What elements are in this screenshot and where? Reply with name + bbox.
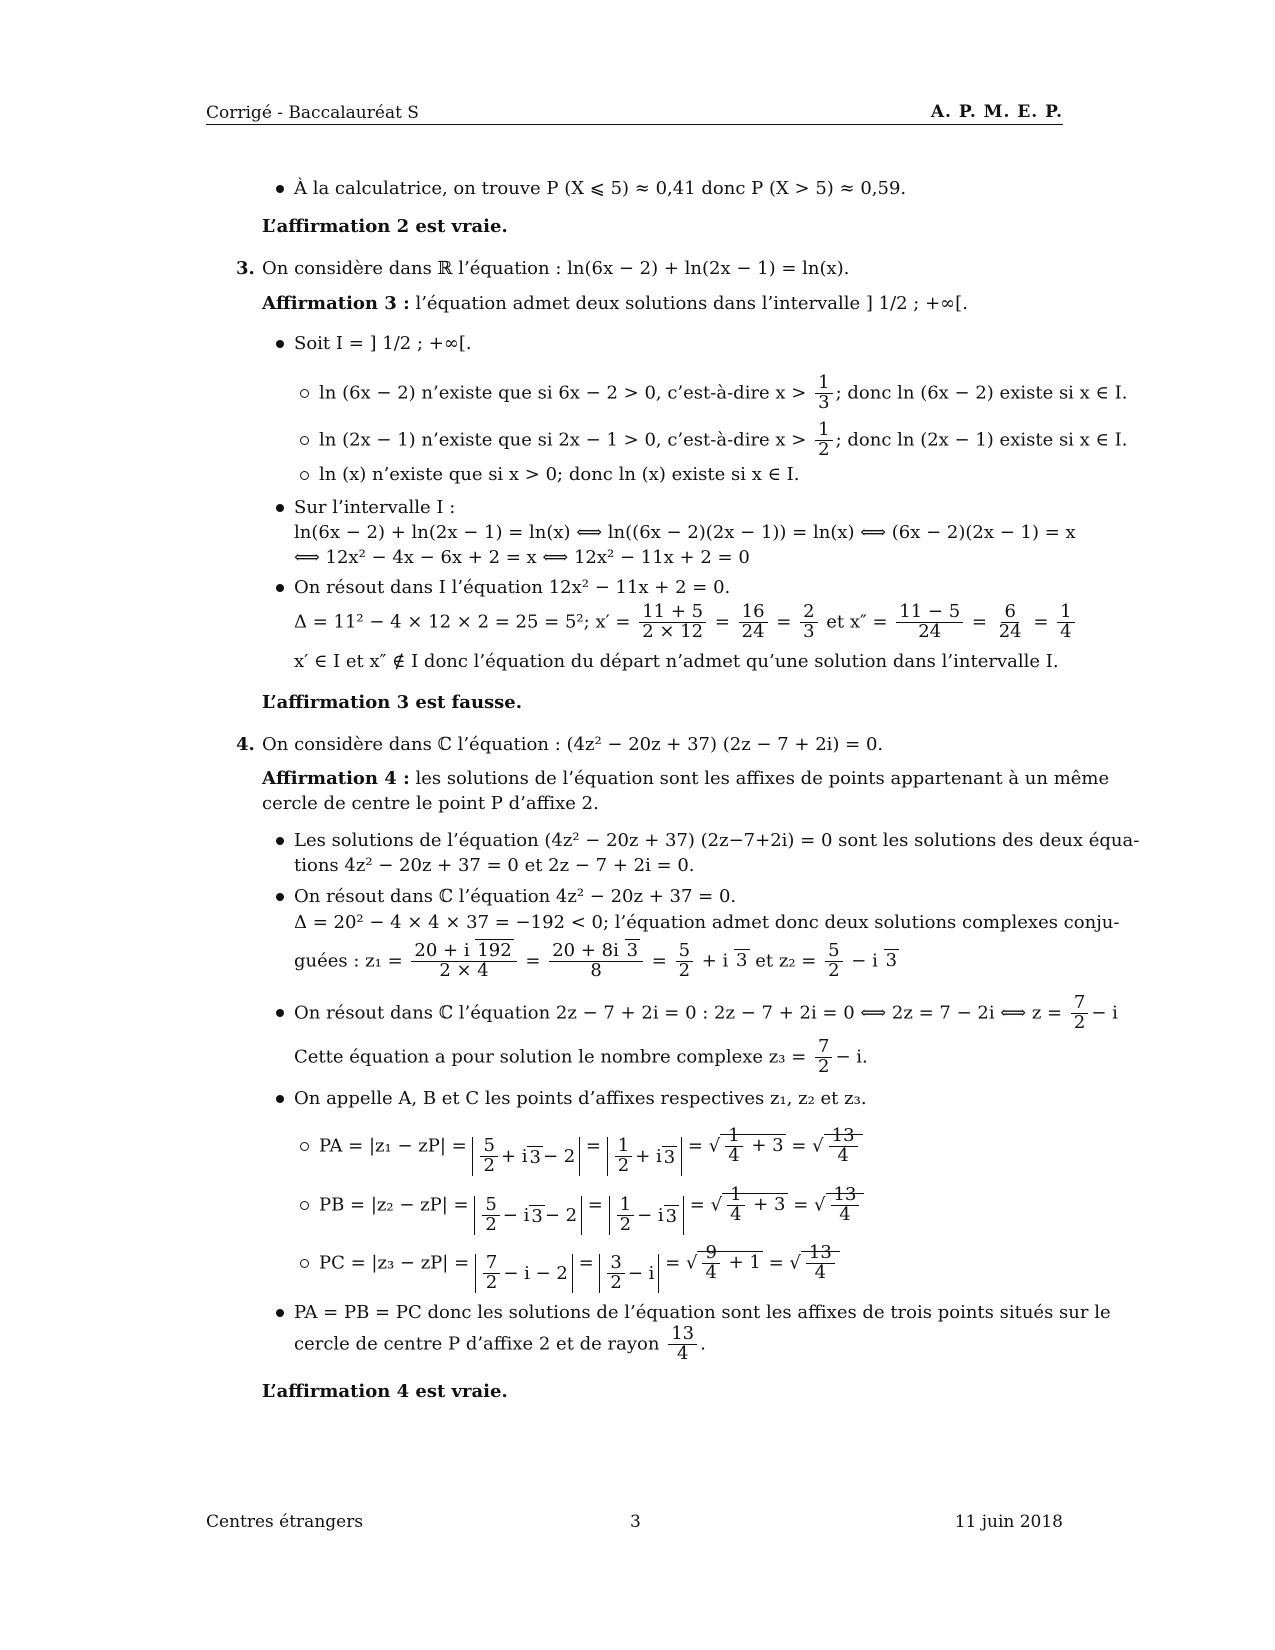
bullet-icon [276,1309,284,1317]
circle-bullet-icon [300,471,309,480]
q4-b2-l3: guées : z₁ = $\frac{20 + i 192}{2 \times 4}$ = $\frac{20 + 8i 3}{8}$ = $\frac{5}{2}$ + i 3 et z₂ = $\frac{5}{2}$ − i 3 [294,940,898,981]
q3-equiv1: ln(6x − 2) + ln(2x − 1) = ln(x) ⟺ ln((6x − 2)(2x − 1)) = ln(x) ⟺ (6x − 2)(2x − 1) = x [294,522,1076,543]
circle-bullet-icon [300,1259,309,1268]
q3-conclusion: L’affirmation 3 est fausse. [262,692,523,713]
header-title: Corrigé - Baccalauréat S [206,103,419,123]
q3-number: 3. [236,258,255,279]
conclusion-2: L’affirmation 2 est vraie. [262,216,508,237]
frac-1-2: $\frac{1}{2}$ [815,421,832,460]
q3-sub3: ln (x) n’existe que si x > 0; donc ln (x) existe si x ∈ I. [300,464,799,485]
bullet-icon [276,340,284,348]
bullet-icon [276,185,284,193]
q4-conclusion: L’affirmation 4 est vraie. [262,1381,508,1402]
bullet-icon [276,837,284,845]
q4-pa: PA = |z₁ − zP| = $\frac{5}{2}$ + i 3 − 2 = $\frac{1}{2}$ + i 3 = √ $\frac{1}{4}$ + 3 = √ $\frac{13}{4}$ [300,1127,863,1176]
q3-result: x′ ∈ I et x″ ∉ I donc l’équation du départ n’admet qu’une solution dans l’intervalle I. [294,651,1059,672]
bullet-icon [276,1095,284,1103]
q3-equiv2: ⟺ 12x² − 4x − 6x + 2 = x ⟺ 12x² − 11x + 2 = 0 [294,547,750,568]
q3-affirmation: Affirmation 3 : l’équation admet deux solutions dans l’intervalle ] 1/2 ; +∞[. [262,293,968,314]
q4-b5: PA = PB = PC donc les solutions de l’équation sont les affixes de trois points situés sur le [276,1302,1111,1323]
footer-date: 11 juin 2018 [954,1512,1063,1532]
intro-bullet: À la calculatrice, on trouve P (X ⩽ 5) ≈ 0,41 donc P (X > 5) ≈ 0,59. [276,177,906,201]
circle-bullet-icon [300,1201,309,1210]
circle-bullet-icon [300,436,309,445]
q4-pc: PC = |z₃ − zP| = $\frac{7}{2}$ − i − 2 = $\frac{3}{2}$ − i = √ $\frac{9}{4}$ + 1 = √ $\frac{13}{4}$ [300,1244,840,1293]
circle-bullet-icon [300,389,309,398]
q4-b3: On résout dans ℂ l’équation 2z − 7 + 2i = 0 : 2z − 7 + 2i = 0 ⟺ 2z = 7 − 2i ⟺ z = $\frac{7}{2}$ − i [276,994,1118,1033]
frac-1-3: $\frac{1}{3}$ [815,374,832,413]
q3-interval: ] 1/2 ; +∞[. [865,293,968,314]
q3-sub1: ln (6x − 2) n’existe que si 6x − 2 > 0, c’est-à-dire x > $\frac{1}{3}$ ; donc ln (6x − 2) existe si x ∈ I. [300,374,1127,413]
page-number: 3 [630,1512,641,1532]
circle-bullet-icon [300,1142,309,1151]
q4-b3-l2: Cette équation a pour solution le nombre complexe z₃ = $\frac{7}{2}$ − i. [294,1036,868,1077]
q4-affirmation: Affirmation 4 : les solutions de l’équation sont les affixes de points appartenant à un même [262,768,1110,789]
q3-delta: Δ = 11² − 4 × 12 × 2 = 25 = 5²; x′ = $\frac{11 + 5}{2 \times 12}$ = $\frac{16}{24}$ = $\frac{2}{3}$ et x″ = $\frac{11 - 5}{24}$ = $\frac{6}{24}$ = $\frac{1}{4}$ [294,603,1078,642]
q4-affirmation-2: cercle de centre le point P d’affixe 2. [262,793,599,814]
bullet-icon [276,504,284,512]
q4-b4: On appelle A, B et C les points d’affixes respectives z₁, z₂ et z₃. [276,1088,867,1109]
q4-b2-l2: Δ = 20² − 4 × 4 × 37 = −192 < 0; l’équation admet donc deux solutions complexes conju- [294,912,1120,933]
header-rule [206,124,1063,125]
q3-resout: On résout dans I l’équation 12x² − 11x + 2 = 0. [276,577,730,598]
q4-pb: PB = |z₂ − zP| = $\frac{5}{2}$ − i 3 − 2 = $\frac{1}{2}$ − i 3 = √ $\frac{1}{4}$ + 3 = √ $\frac{13}{4}$ [300,1186,864,1235]
q4-b2: On résout dans ℂ l’équation 4z² − 20z + 37 = 0. [276,886,736,907]
footer-left: Centres étrangers [206,1512,364,1532]
header-apmep: A. P. M. E. P. [930,102,1063,122]
q4-b1-l2: tions 4z² − 20z + 37 = 0 et 2z − 7 + 2i = 0. [294,855,695,876]
bullet-icon [276,893,284,901]
bullet-icon [276,1009,284,1017]
q4-b5-l2: cercle de centre P d’affixe 2 et de rayon $\frac{13}{4}$ . [294,1323,706,1364]
q4-number: 4. [236,734,255,755]
q4-b1: Les solutions de l’équation (4z² − 20z + 37) (2z−7+2i) = 0 sont les solutions des deux équa- [276,830,1139,851]
q3-sub2: ln (2x − 1) n’existe que si 2x − 1 > 0, c’est-à-dire x > $\frac{1}{2}$ ; donc ln (2x − 1) existe si x ∈ I. [300,421,1127,460]
q3-statement: On considère dans ℝ l’équation : ln(6x − 2) + ln(2x − 1) = ln(x). [262,258,850,279]
q4-statement: On considère dans ℂ l’équation : (4z² − 20z + 37) (2z − 7 + 2i) = 0. [262,734,884,755]
q3-sur-intervalle: Sur l’intervalle I : [276,497,455,518]
bullet-icon [276,584,284,592]
q3-soit: Soit I = ] 1/2 ; +∞[. [276,333,472,354]
